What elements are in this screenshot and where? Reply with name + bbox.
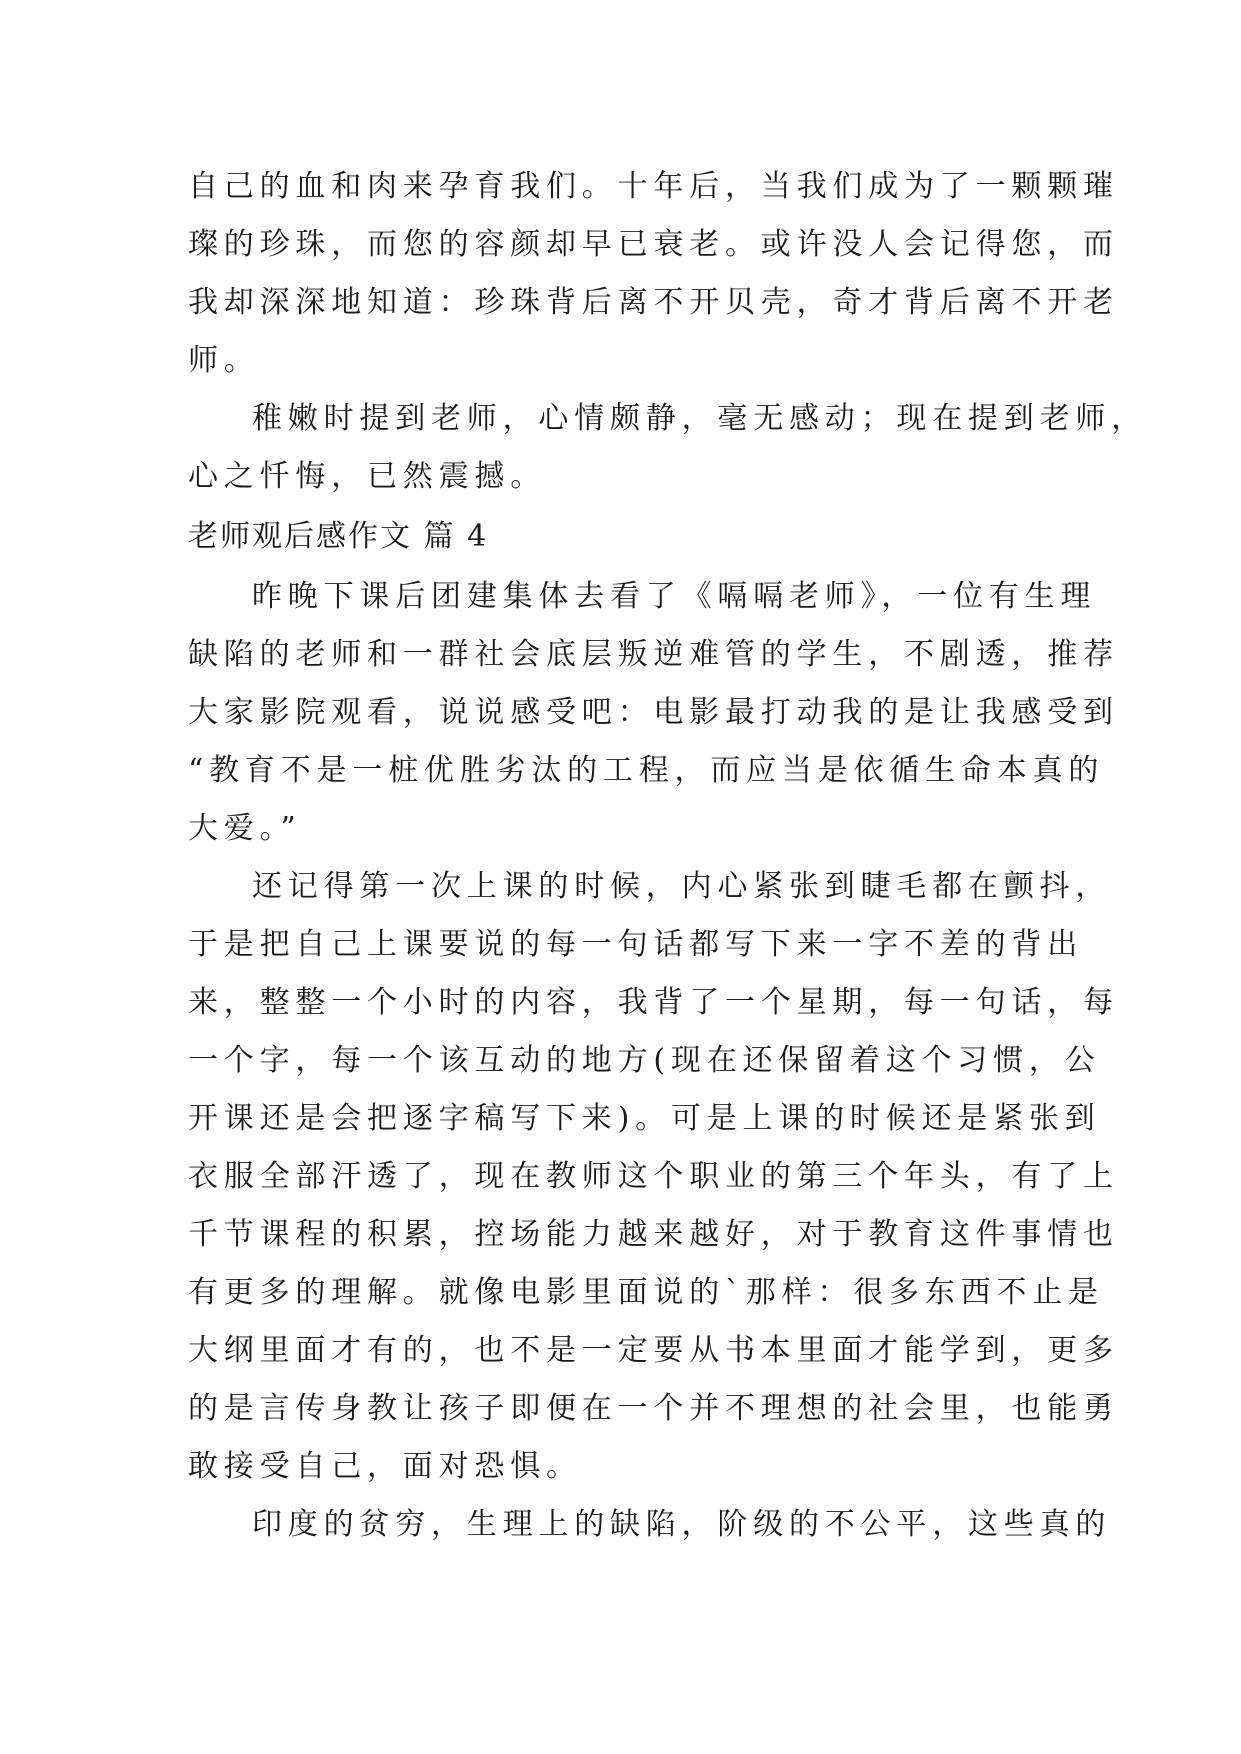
section-heading: 老师观后感作文 篇 4	[188, 519, 489, 554]
text-line: 大纲里面才有的，也不是一定要从书本里面才能学到，更多	[188, 1333, 1119, 1368]
text-line: 衣服全部汗透了，现在教师这个职业的第三个年头，有了上	[188, 1159, 1119, 1194]
text-line: 大家影院观看，说说感受吧：电影最打动我的是让我感受到	[188, 695, 1119, 730]
text-line: 师。	[188, 343, 260, 378]
paragraph-5	[188, 1496, 1112, 1554]
text-line: 还记得第一次上课的时候，内心紧张到睫毛都在颤抖，	[252, 869, 1112, 904]
text-line: 大爱。”	[188, 811, 302, 846]
text-line: 稚嫩时提到老师，心情颇静，毫无感动；现在提到老师，	[252, 401, 1147, 436]
paragraph-1	[188, 158, 1119, 390]
text-line: 一个字，每一个该互动的地方(现在还保留着这个习惯，公	[188, 1043, 1101, 1078]
text-line: 敢接受自己，面对恐惧。	[188, 1449, 582, 1484]
paragraph-2	[188, 390, 1147, 506]
text-line: 于是把自己上课要说的每一句话都写下来一字不差的背出	[188, 927, 1083, 962]
text-line: 昨晚下课后团建集体去看了《嗝嗝老师》，一位有生理	[252, 579, 1097, 614]
text-line: 缺陷的老师和一群社会底层叛逆难管的学生，不剧透，推荐	[188, 637, 1119, 672]
text-line: 来，整整一个小时的内容，我背了一个星期，每一句话，每	[188, 985, 1119, 1020]
text-line: 开课还是会把逐字稿写下来)。可是上课的时候还是紧张到	[188, 1101, 1101, 1136]
paragraph-3	[188, 568, 1119, 858]
text-line: 璨的珍珠，而您的容颜却早已衰老。或许没人会记得您，而	[188, 227, 1119, 262]
text-line: 我却深深地知道：珍珠背后离不开贝壳，奇才背后离不开老	[188, 285, 1119, 320]
text-line: “教育不是一桩优胜劣汰的工程，而应当是依循生命本真的	[188, 753, 1105, 788]
text-line: 有更多的理解。就像电影里面说的`那样：很多东西不止是	[188, 1275, 1104, 1310]
document-page	[188, 158, 1147, 1554]
paragraph-4	[188, 858, 1119, 1496]
text-line: 心之忏悔，已然震撼。	[188, 459, 546, 494]
text-line: 千节课程的积累，控场能力越来越好，对于教育这件事情也	[188, 1217, 1119, 1252]
text-line: 印度的贫穷，生理上的缺陷，阶级的不公平，这些真的	[252, 1507, 1112, 1542]
text-line: 自己的血和肉来孕育我们。十年后，当我们成为了一颗颗璀	[188, 169, 1119, 204]
text-line: 的是言传身教让孩子即便在一个并不理想的社会里，也能勇	[188, 1391, 1119, 1426]
